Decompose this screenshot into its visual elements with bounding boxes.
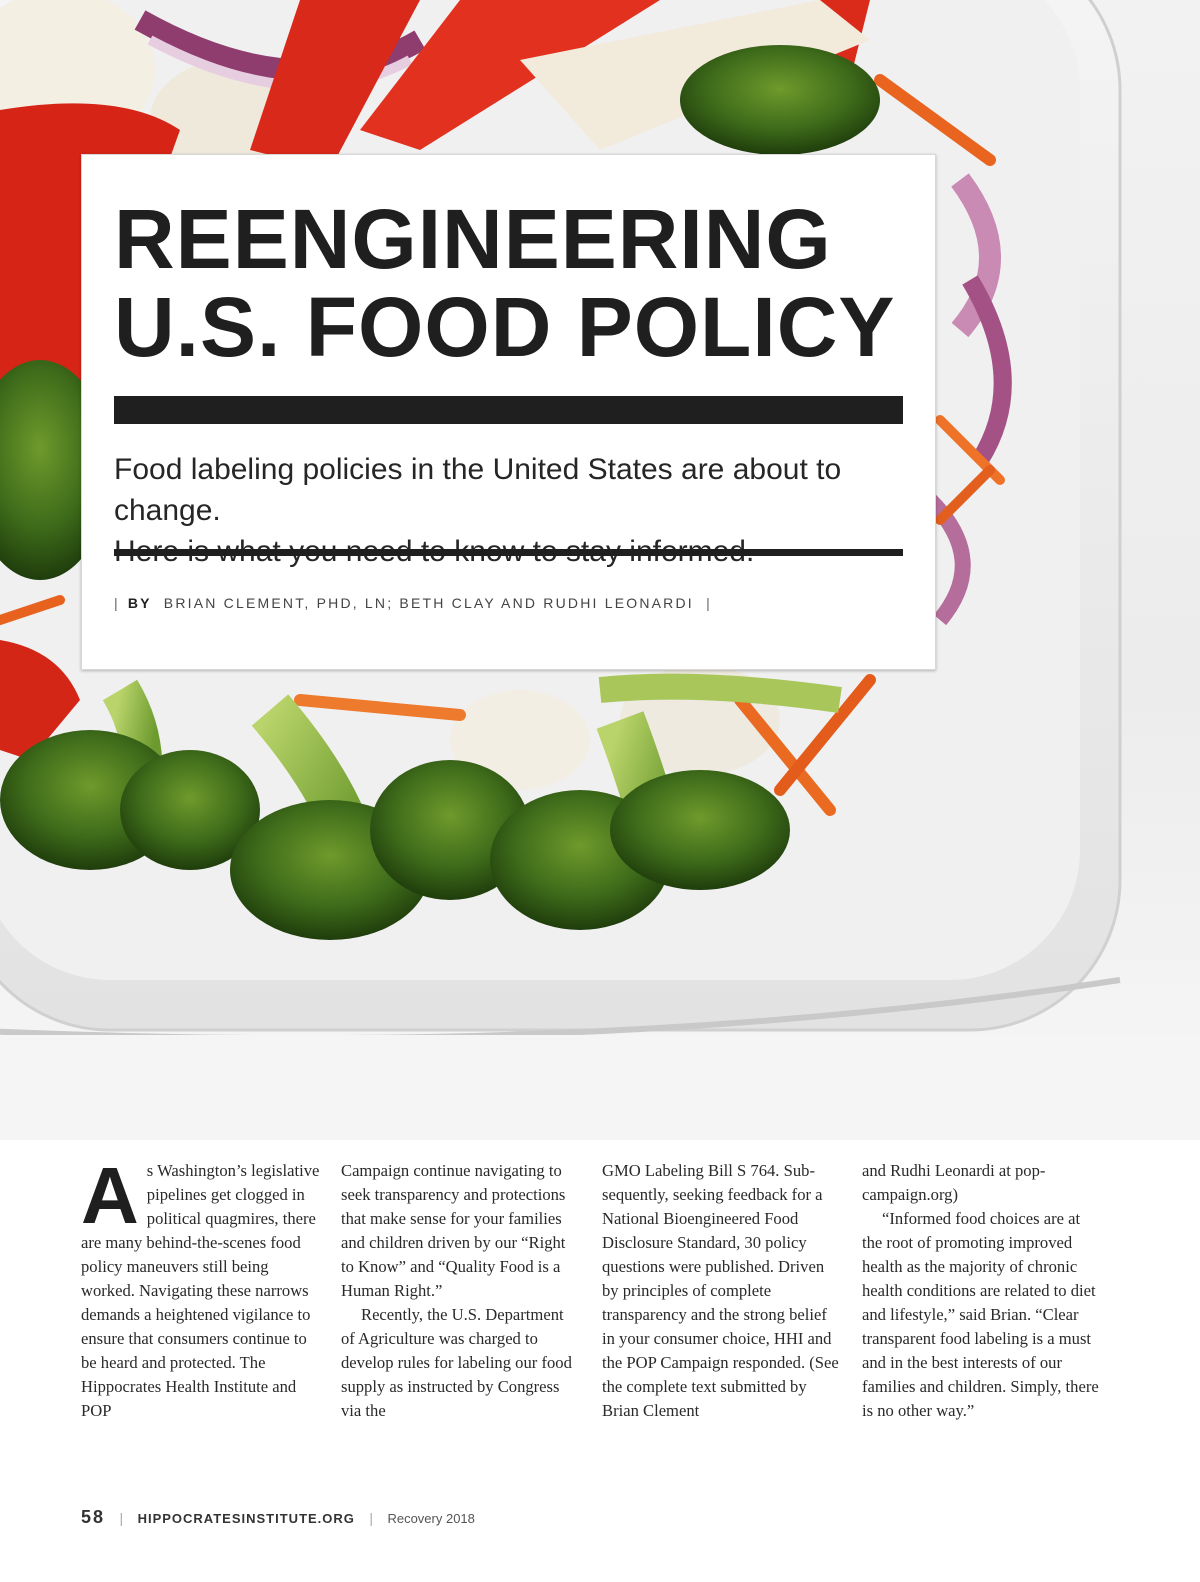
byline-authors: BRIAN CLEMENT, PHD, LN; BETH CLAY AND RUDHI LEONARDI	[163, 595, 694, 611]
column-1-text: s Washington’s legislative pipelines get clogged in political quagmires, there are many behind-the-scenes food policy maneuvers still being worked. Navigating these narrows demands a heightened vigilance to ensure that consumers continue to be heard and protected. The Hippocrates Health Institute and POP	[81, 1161, 320, 1420]
page-number: 58	[81, 1507, 106, 1527]
drop-cap: A	[81, 1151, 139, 1240]
column-2-paragraph-2: Recently, the U.S. Department of Agriculture was charged to develop rules for labeling our food supply as instructed by Congress via the	[341, 1305, 572, 1420]
column-3-text: GMO Labeling Bill S 764. Subsequently, seeking feedback for a National Bioengineered Food Disclosure Standard, 30 policy questions were published. Driven by principles of complete transparency and the strong belief in your consumer choice, HHI and the POP Campaign responded. (See the complete text submitted by Brian Clement	[602, 1161, 839, 1420]
column-4-paragraph-1: and Rudhi Leonardi at popcampaign.org)	[862, 1161, 1046, 1204]
headline-divider	[114, 396, 903, 424]
subtitle-line-1: Food labeling policies in the United States are about to change.	[114, 453, 842, 527]
article-body	[81, 1151, 1121, 1459]
headline-line-1: REENGINEERING	[114, 192, 832, 286]
subtitle-divider	[114, 549, 903, 556]
footer-site: HIPPOCRATESINSTITUTE.ORG	[137, 1511, 355, 1526]
article-headline	[114, 192, 914, 374]
column-2-paragraph-1: Campaign continue navigating to seek transparency and protections that make sense for your families and children driven by our “Right to Know” and “Quality Food is a Human Right.”	[341, 1161, 566, 1300]
byline: | BY BRIAN CLEMENT, PHD, LN; BETH CLAY AND RUDHI LEONARDI |	[114, 595, 712, 611]
body-column-3	[602, 1159, 842, 1423]
headline-line-2: U.S. FOOD POLICY	[114, 280, 896, 374]
body-column-2	[341, 1159, 581, 1423]
column-4-paragraph-2: “Informed food choices are at the root of promoting improved health as the majority of chronic health conditions are related to diet and lifestyle,” said Brian. “Clear transparent food labeling is a must and in the best interests of our families and children. Simply, there is no other way.”	[862, 1209, 1099, 1420]
page-footer: 58 | HIPPOCRATESINSTITUTE.ORG | Recovery 2018	[81, 1507, 475, 1527]
body-column-1	[81, 1151, 321, 1423]
byline-label: BY	[127, 595, 152, 611]
body-column-4	[862, 1159, 1102, 1423]
footer-issue: Recovery 2018	[387, 1511, 475, 1526]
title-card	[81, 154, 936, 670]
